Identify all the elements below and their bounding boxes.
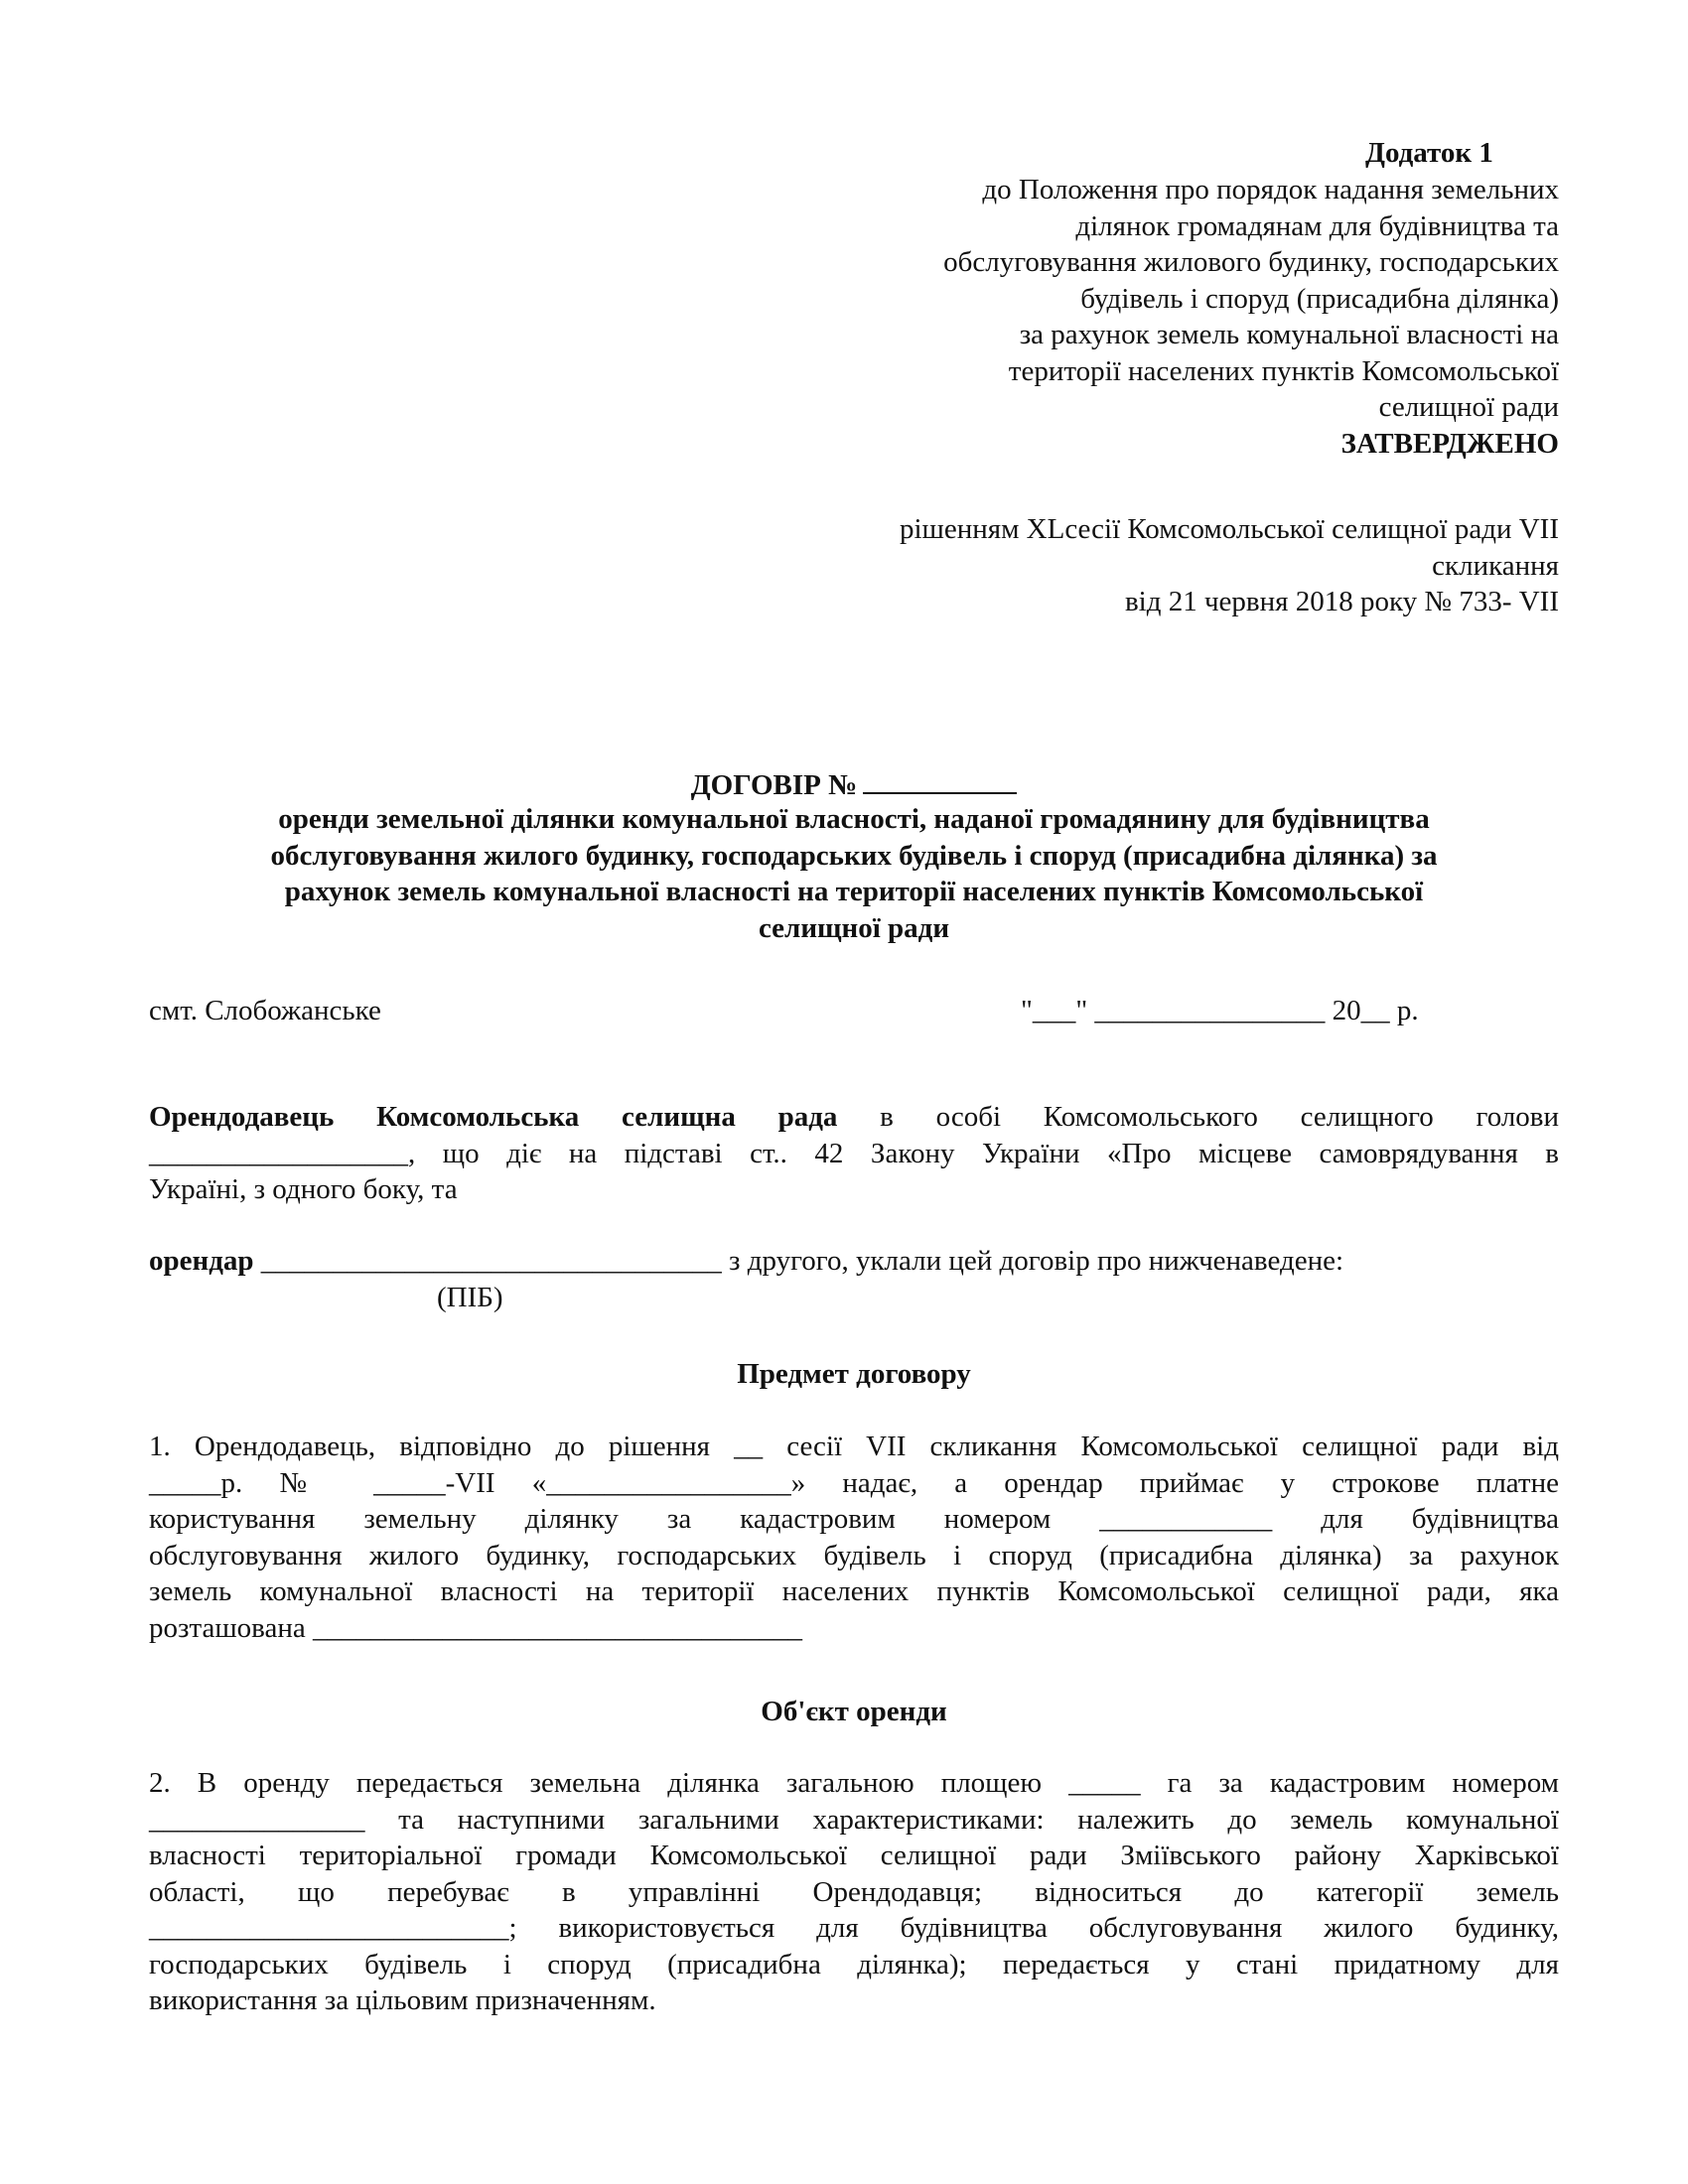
approval-line: рішенням XLсесії Комсомольської селищної ради VII <box>899 513 1559 545</box>
pib-caption: (ПІБ) <box>437 1282 503 1313</box>
paragraph-line: _______________ та наступними загальними характеристиками: належить до земель комунальної <box>149 1803 1559 1836</box>
lessor-name: Орендодавець Комсомольська селищна рада <box>149 1101 838 1133</box>
lessee-label: орендар <box>149 1245 254 1277</box>
appendix-line: до Положення про порядок надання земельних <box>982 174 1559 205</box>
lessee-text: ________________________________ з другого, уклали цей договір про нижченаведене: <box>253 1245 1344 1277</box>
appendix-title: Додаток 1 <box>1365 137 1493 169</box>
paragraph-line: користування земельну ділянку за кадастровим номером ____________ для будівництва <box>149 1503 1559 1535</box>
paragraph-line: розташована __________________________________ <box>149 1611 803 1644</box>
approval-label: ЗАТВЕРДЖЕНО <box>1340 427 1559 460</box>
paragraph-line: _________________________; використовується для будівництва обслуговування жилого будинку, <box>149 1912 1559 1944</box>
paragraph-line: області, що перебуває в управлінні Орендодавця; відноситься до категорії земель <box>149 1875 1559 1908</box>
contract-subtitle <box>149 801 1559 946</box>
appendix-line: за рахунок земель комунальної власності на <box>1019 319 1559 350</box>
contract-title <box>149 764 1559 804</box>
section-heading-object: Об'єкт оренди <box>761 1696 947 1727</box>
document-page <box>149 0 1559 2184</box>
appendix-line: території населених пунктів Комсомольської <box>1008 354 1559 387</box>
paragraph-line: _____р. № _____-VII «_________________» надає, а орендар приймає у строкове платне <box>149 1466 1559 1499</box>
contract-subtitle-line: рахунок земель комунальної власності на території населених пунктів Комсомольської <box>284 876 1424 907</box>
contract-title-text: ДОГОВІР № <box>690 769 858 801</box>
appendix-line: ділянок громадянам для будівництва та <box>1075 209 1559 242</box>
paragraph-line: земель комунальної власності на території населених пунктів Комсомольської селищної ради, яка <box>149 1575 1559 1607</box>
lessor-paragraph <box>149 1099 1559 1208</box>
lessee-paragraph <box>149 1243 1559 1280</box>
contract-number-blank <box>863 764 1017 794</box>
section-1-paragraph <box>149 1429 1559 1646</box>
contract-date: "___" ________________ 20__ р. <box>1021 995 1419 1026</box>
lessor-line: Україні, з одного боку, та <box>149 1173 458 1205</box>
appendix-line: селищної ради <box>1378 391 1559 423</box>
approval-text <box>149 511 1559 620</box>
lessee-line <box>149 1243 1559 1280</box>
lessor-text: в особі Комсомольського селищного голови <box>837 1101 1559 1133</box>
contract-subtitle-line: оренди земельної ділянки комунальної власності, наданої громадянину для будівництва <box>278 803 1430 835</box>
paragraph-line: господарських будівель і споруд (присадибна ділянка); передається у стані придатному для <box>149 1948 1559 1980</box>
approval-line: скликання <box>1432 549 1559 582</box>
paragraph-line: обслуговування жилого будинку, господарських будівель і споруд (присадибна ділянка) за рахунок <box>149 1539 1559 1571</box>
paragraph-line: використання за цільовим призначенням. <box>149 1984 656 2016</box>
section-heading-subject: Предмет договору <box>737 1358 971 1390</box>
paragraph-line: власності територіальної громади Комсомольської селищної ради Зміївського району Харківської <box>149 1840 1559 1871</box>
section-2-paragraph <box>149 1765 1559 2019</box>
contract-subtitle-line: обслуговування жилого будинку, господарських будівель і споруд (присадибна ділянка) за <box>270 839 1438 872</box>
lessor-line <box>149 1099 1559 1136</box>
contract-subtitle-line: селищної ради <box>758 911 950 944</box>
paragraph-line: 1. Орендодавець, відповідно до рішення __ сесії VII скликання Комсомольської селищної ради від <box>149 1431 1559 1462</box>
appendix-line: обслуговування жилового будинку, господарських <box>943 246 1559 278</box>
appendix-text <box>149 172 1559 462</box>
approval-line: від 21 червня 2018 року № 733- VII <box>1124 586 1559 617</box>
lessor-line: __________________, що діє на підставі ст.. 42 Закону України «Про місцеве самоврядування в <box>149 1137 1559 1169</box>
paragraph-line: 2. В оренду передається земельна ділянка загальною площею _____ га за кадастровим номером <box>149 1767 1559 1799</box>
place-town: смт. Слобожанське <box>149 995 381 1026</box>
appendix-line: будівель і споруд (присадибна ділянка) <box>1080 282 1559 315</box>
